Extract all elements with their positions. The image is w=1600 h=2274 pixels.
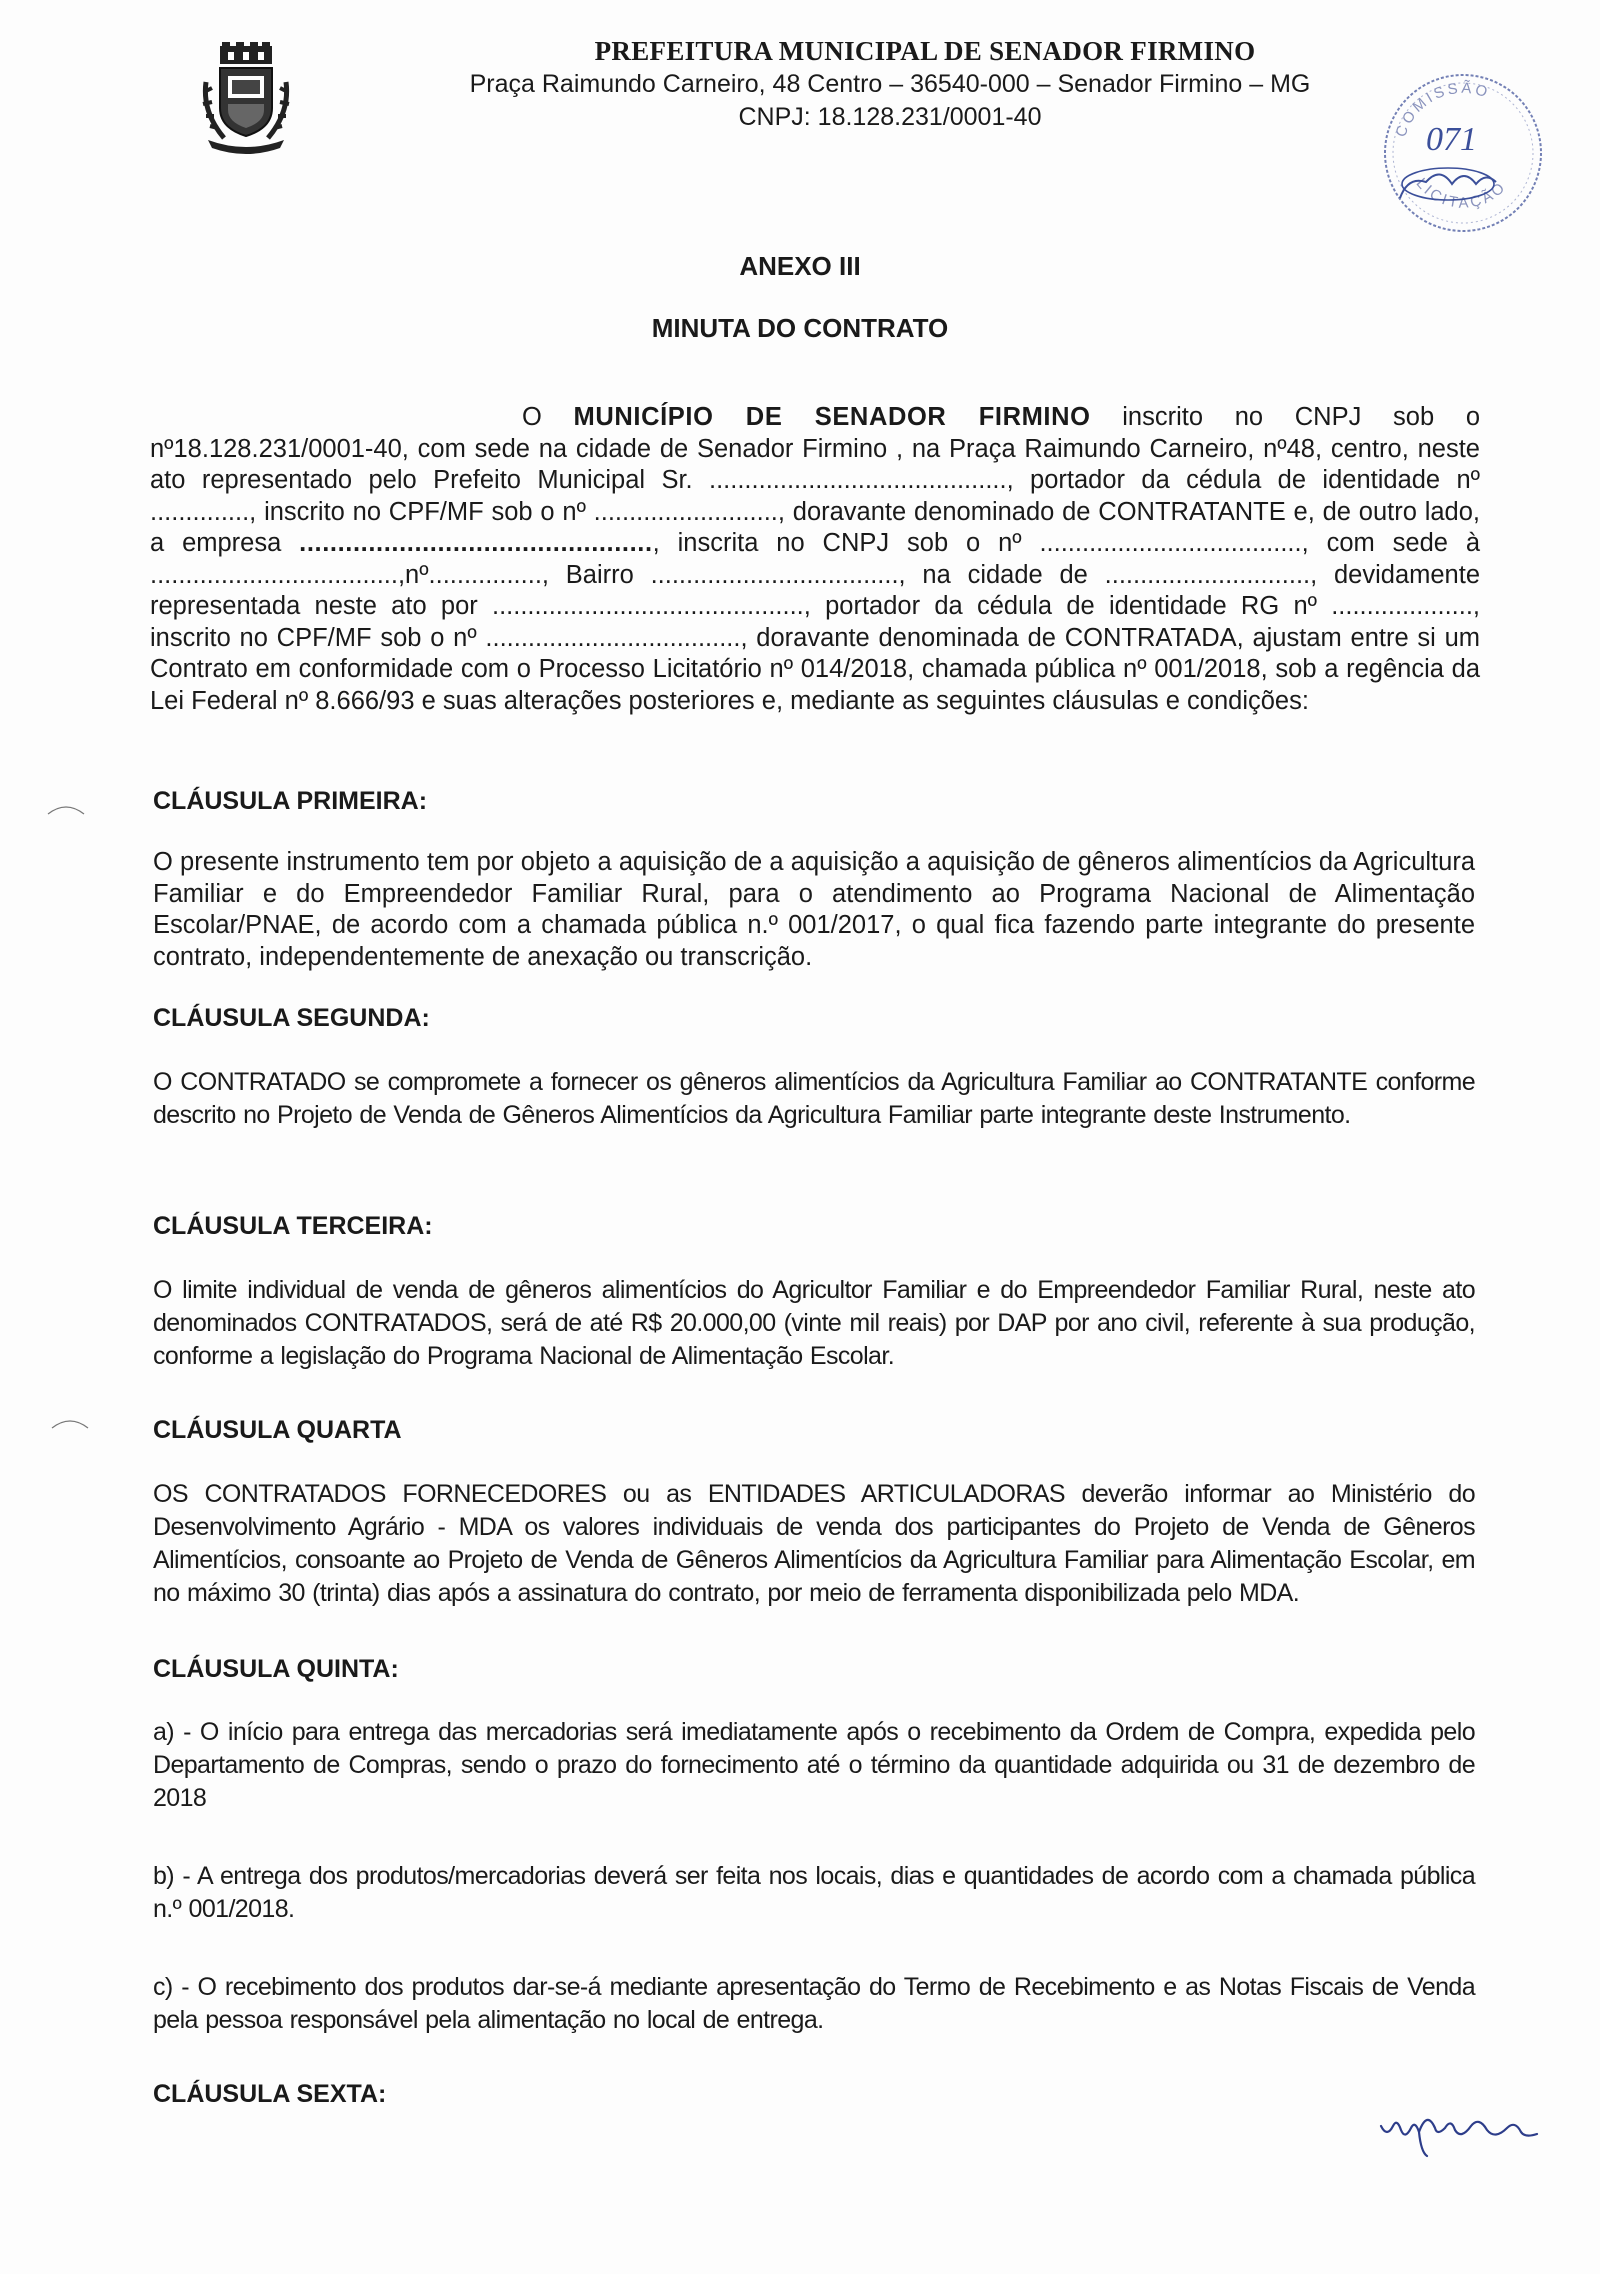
document-title: MINUTA DO CONTRATO xyxy=(651,313,949,343)
municipal-crest-logo xyxy=(198,42,294,154)
clause-2-title: CLÁUSULA SEGUNDA: xyxy=(153,1004,430,1032)
commission-stamp xyxy=(1368,58,1558,248)
stamp-label-top: COMISSÃO xyxy=(1392,79,1493,140)
intro-text-1: inscrito no CNPJ sob o nº18.128.231/0001-40, com sede na cidade de Senador Firmino , na Praça Raimundo Carneiro, nº48, centro, neste ato representado pelo Prefeito Municipal Sr. .........................................., portador da cédula de identidade nº .............., inscrito no CPF/MF sob o nº .........................., doravante denominado de CONTRATANTE e, de outro lado, a empresa xyxy=(150,403,1480,557)
intro-text-2: , inscrita no CNPJ sob o nº ....................................., com sede à ...................................,nº................, Bairro ..................................., na cidade de ............................., devidamente representada neste ato por ............................................, portador da cédula de identidade RG nº ...................., inscrito no CPF/MF sob o nº ...................................., doravante denominada de CONTRATADA, ajustam entre si um Contrato em conformidade com o Processo Licitatório nº 014/2018, chamada pública nº 001/2018, sob a regência da Lei Federal nº 8.666/93 e suas alterações posteriores e, mediante as seguintes cláusulas e condições: xyxy=(150,529,1480,715)
margin-mark xyxy=(50,1414,90,1434)
clause-1-title: CLÁUSULA PRIMEIRA: xyxy=(153,787,428,815)
intro-paragraph xyxy=(150,402,1480,717)
margin-mark xyxy=(46,800,86,820)
intro-party-name: MUNICÍPIO DE SENADOR FIRMINO xyxy=(573,403,1091,431)
clause-5-title: CLÁUSULA QUINTA: xyxy=(153,1655,399,1683)
header-title: PREFEITURA MUNICIPAL DE SENADOR FIRMINO xyxy=(594,36,1256,66)
header-cnpj: CNPJ: 18.128.231/0001-40 xyxy=(738,103,1042,131)
clause-2-text: O CONTRATADO se compromete a fornecer os gêneros alimentícios da Agricultura Familiar ao CONTRATANTE conforme descrito no Projeto de Venda de Gêneros Alimentícios da Agricultura Familiar parte integrante deste Instrumento. xyxy=(153,1068,1475,1129)
clause-3-text: O limite individual de venda de gêneros alimentícios do Agricultor Familiar e do Empreendedor Familiar Rural, neste ato denominados CONTRATADOS, será de até R$ 20.000,00 (vinte mil reais) por DAP por ano civil, referente à sua produção, conforme a legislação do Programa Nacional de Alimentação Escolar. xyxy=(153,1276,1475,1370)
intro-lead: O xyxy=(522,403,574,431)
stamp-label-bottom: LICITAÇÃO xyxy=(1412,174,1511,212)
stamp-number: 071 xyxy=(1426,121,1477,158)
clause-5-item-c: c) - O recebimento dos produtos dar-se-á mediante apresentação do Termo de Recebimento e as Notas Fiscais de Venda pela pessoa responsável pela alimentação no local de entrega. xyxy=(153,1973,1475,2034)
clause-4-text: OS CONTRATADOS FORNECEDORES ou as ENTIDADES ARTICULADORAS deverão informar ao Ministério do Desenvolvimento Agrário - MDA os valores individuais de venda dos participantes do Projeto de Venda de Gêneros Alimentícios, consoante ao Projeto de Venda de Gêneros Alimentícios da Agricultura Familiar para Alimentação Escolar, em no máximo 30 (trinta) dias após a assinatura do contrato, por meio de ferramenta disponibilizada pelo MDA. xyxy=(153,1480,1475,1607)
clause-6-title: CLÁUSULA SEXTA: xyxy=(153,2080,387,2108)
intro-company-blank: .............................................. xyxy=(299,529,653,557)
clause-4-title: CLÁUSULA QUARTA xyxy=(153,1416,402,1444)
clause-1-text: O presente instrumento tem por objeto a aquisição de a aquisição a aquisição de gêneros alimentícios da Agricultura Familiar e do Empreendedor Familiar Rural, para o atendimento ao Programa Nacional de Alimentação Escolar/PNAE, de acordo com a chamada pública n.º 001/2017, o qual fica fazendo parte integrante do presente contrato, independentemente de anexação ou transcrição. xyxy=(153,848,1475,971)
clause-3-title: CLÁUSULA TERCEIRA: xyxy=(153,1212,433,1240)
annex-title: ANEXO III xyxy=(739,251,861,281)
header-address: Praça Raimundo Carneiro, 48 Centro – 36540-000 – Senador Firmino – MG xyxy=(469,70,1311,98)
clause-5-item-b: b) - A entrega dos produtos/mercadorias deverá ser feita nos locais, dias e quantidades de acordo com a chamada pública n.º 001/2018. xyxy=(153,1862,1475,1923)
handwritten-rubric-signature xyxy=(1375,2090,1545,2160)
clause-5-item-a: a) - O início para entrega das mercadorias será imediatamente após o recebimento da Ordem de Compra, expedida pelo Departamento de Compras, sendo o prazo do fornecimento até o término da quantidade adquirida ou 31 de dezembro de 2018 xyxy=(153,1718,1475,1812)
